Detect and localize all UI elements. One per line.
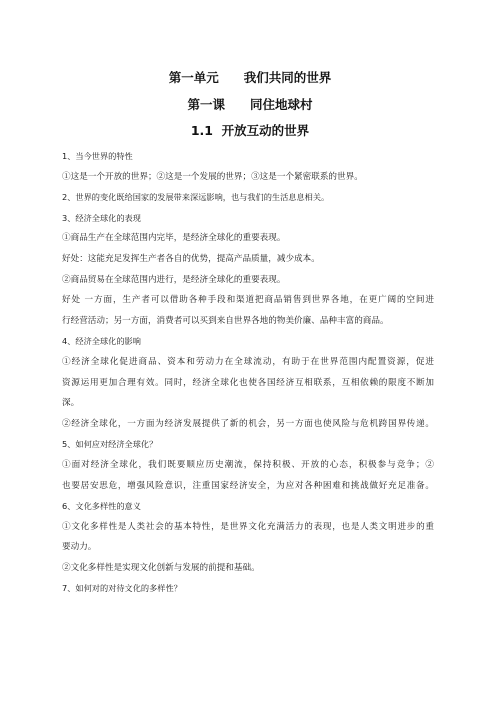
paragraph-line: ②经济全球化，一方面为经济发展提供了新的机会，另一方面也使风险与危机跨国界传递。: [62, 418, 434, 429]
paragraph-line: ①文化多样性是人类社会的基本特性，是世界文化充满活力的表现，也是人类文明进步的重: [62, 521, 434, 532]
paragraph-line: ①这是一个开放的世界；②这是一个发展的世界；③这是一个紧密联系的世界。: [62, 171, 363, 182]
paragraph-line: ①商品生产在全球范围内完毕，是经济全球化的重要表现。: [62, 233, 286, 244]
section-heading: 7、如何对的对待文化的多样性？: [62, 583, 182, 594]
section-heading: 1、当今世界的特性: [62, 151, 133, 161]
paragraph-line: 也要居安思危，增强风险意识，注重国家经济安全，为应对各种困难和挑战做好充足准备。: [62, 480, 434, 491]
document-body: [62, 146, 434, 599]
section-heading: 4、经济全球化的影响: [62, 336, 141, 347]
paragraph-line: 好处 一方面，生产者可以借助各种手段和渠道把商品销售到世界各地，在更广阔的空间进: [62, 295, 434, 306]
section-heading: 5、如何应对经济全球化？: [62, 439, 158, 450]
paragraph-line: 好处：这能充足发挥生产者各自的优势，提高产品质量，减少成本。: [62, 253, 320, 264]
lesson-title: 第一课 同住地球村: [187, 97, 313, 112]
unit-title: 第一单元 我们共同的世界: [168, 70, 332, 85]
paragraph-line: ①经济全球化促进商品、资本和劳动力在全球流动，有助于在世界范围内配置资源，促进: [62, 356, 434, 367]
section-title: 1.1 开放互动的世界: [190, 123, 310, 138]
paragraph-line: ①面对经济全球化，我们既要顺应历史潮流，保持积极、开放的心态，积极参与竞争；②: [62, 459, 434, 470]
paragraph-line: 深。: [62, 398, 80, 409]
paragraph-line: 行经营活动；另一方面，消费者可以买到来自世界各地的物美价廉、品种丰富的商品。: [62, 315, 389, 326]
section-heading: 2、世界的变化既给国家的发展带来深远影响，也与我们的生活息息相关。: [62, 192, 330, 203]
section-heading: 6、文化多样性的意义: [62, 501, 141, 512]
paragraph-line: ②文化多样性是实现文化创新与发展的前提和基础。: [62, 562, 260, 573]
paragraph-line: ②商品贸易在全球范围内进行，是经济全球化的重要表现。: [62, 274, 286, 285]
section-heading: 3、经济全球化的表现: [62, 212, 141, 223]
paragraph-line: 资源运用更加合理有效。同时，经济全球化也使各国经济互相联系，互相依赖的限度不断加: [62, 377, 434, 388]
paragraph-line: 要动力。: [62, 542, 97, 553]
